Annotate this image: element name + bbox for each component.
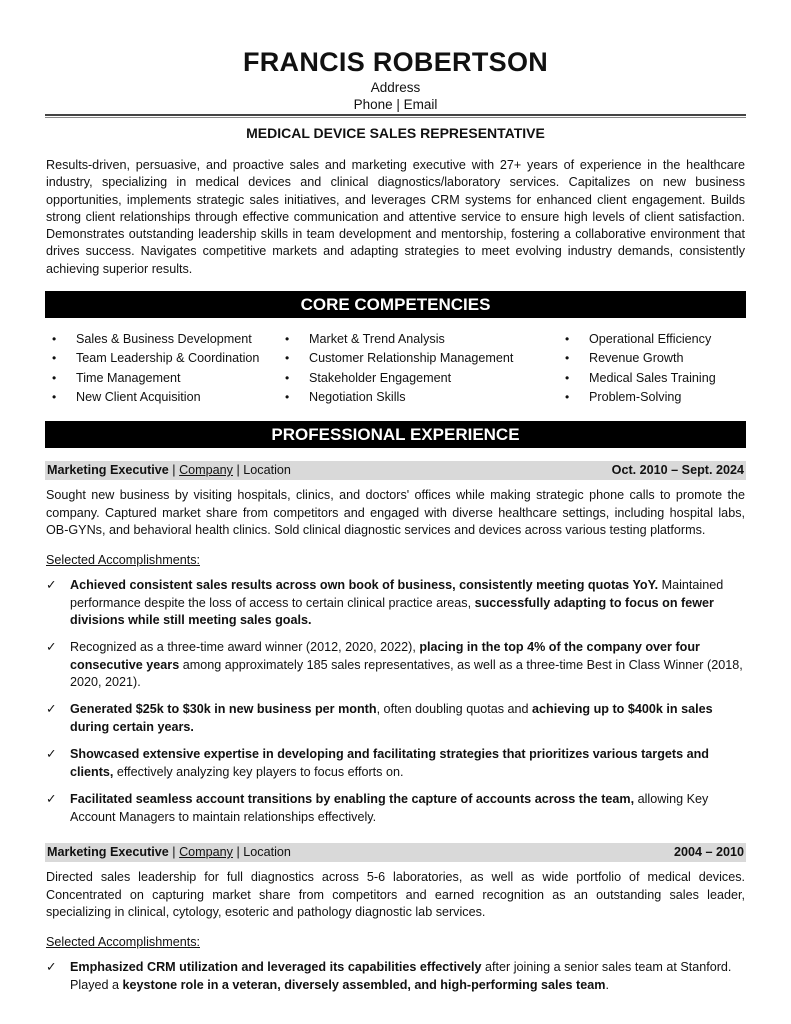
company-name: Company (179, 463, 233, 477)
competency-label: New Client Acquisition (76, 390, 201, 405)
competency-item (565, 349, 745, 368)
accomplishment-item (46, 577, 746, 630)
header-divider (45, 114, 746, 116)
bullet-icon: • (285, 332, 290, 346)
checkmark-icon: ✓ (46, 747, 57, 761)
accomplishment-item (46, 746, 746, 781)
experience-heading: PROFESSIONAL EXPERIENCE (45, 421, 746, 448)
separator: | (232, 845, 244, 859)
job-location: Location (243, 845, 291, 859)
text-run: . (605, 977, 609, 992)
accomplishment-text (70, 791, 746, 826)
text-run: Maintained performance despite the loss of access to certain clinical practice areas, (70, 578, 724, 610)
accomplishment-text (70, 639, 746, 692)
competency-label: Medical Sales Training (589, 370, 716, 385)
candidate-name: FRANCIS ROBERTSON (242, 47, 549, 77)
competency-label: Revenue Growth (589, 351, 684, 366)
job-title-line (47, 461, 291, 480)
accomplishment-text (70, 959, 746, 994)
competency-label: Market & Trend Analysis (309, 332, 445, 346)
bullet-icon: • (52, 370, 57, 385)
competency-label: Sales & Business Development (76, 332, 252, 346)
address-line: Address (370, 80, 421, 95)
bullet-icon: • (565, 351, 570, 366)
competencies-column-3 (565, 330, 745, 408)
accomplishment-text (70, 746, 746, 781)
accomplishment-text (70, 701, 746, 736)
text-run: among approximately 185 sales representatives, as well as a three-time Best in Class Winner (2018, 2020, 2021). (70, 657, 743, 690)
checkmark-icon: ✓ (46, 578, 57, 592)
bold-run: placing in the top 4% of the company over four consecutive years (70, 640, 700, 672)
bold-run: Facilitated seamless account transitions by enabling the capture of accounts across the team, (70, 792, 635, 806)
competency-item (52, 349, 282, 368)
competency-item (285, 349, 560, 368)
competency-item (565, 330, 745, 349)
job-title-line (47, 843, 291, 862)
bold-run: keystone role in a veteran, diversely assembled, and high-performing sales team (122, 977, 606, 992)
bold-run: Achieved consistent sales results across own book of business, consistently meeting quotas YoY. (70, 578, 659, 592)
separator: | (168, 463, 180, 477)
bullet-icon: • (565, 370, 570, 385)
competencies-column-1 (52, 330, 282, 408)
job-dates: 2004 – 2010 (673, 845, 744, 859)
bullet-icon: • (285, 351, 290, 366)
competency-item (565, 369, 745, 388)
bold-run: Emphasized CRM utilization and leveraged its capabilities effectively (70, 960, 482, 974)
accomplishments-label: Selected Accomplishments: (46, 553, 200, 567)
competency-label: Time Management (76, 370, 181, 385)
bullet-icon: • (565, 390, 570, 405)
text-run: Recognized as a three-time award winner (2012, 2020, 2022), (70, 640, 420, 654)
competency-item (565, 388, 745, 407)
job-description: Directed sales leadership for full diagnostics across 5-6 laboratories, as well as wide portfolio of medical devices. Concentrated on capturing market share from competitors and earned recognition as an outstanding sales leader, specializing in clinical, cytology, esoteric and pathology diagnostic lab services. (46, 870, 745, 920)
professional-summary: Results-driven, persuasive, and proactive sales and marketing executive with 27+ years of experience in the healthcare industry, specializing in medical devices and clinical diagnostics/laboratory services. Capitalizes on new business opportunities, implements strategic sales initiatives, and leverages CRM systems for enhanced client engagement. Builds strong client relationships through effective communication and attentive service to ensure high levels of client satisfaction. Demonstrates outstanding leadership skills in team development and mentorship, fostering a collaborative environment that drives success. Navigates competitive markets and adapting strategies to meet evolving industry demands, consistently achieving superior results. (46, 158, 745, 276)
job-title: Marketing Executive (47, 845, 169, 859)
accomplishment-text (70, 577, 746, 630)
separator: | (168, 845, 180, 859)
checkmark-icon: ✓ (46, 960, 57, 974)
competency-item (285, 388, 560, 407)
separator: | (232, 463, 244, 477)
text-run: after joining a senior sales team at Stanford. Played a (70, 960, 732, 992)
bold-run: Generated $25k to $30k in new business per month (70, 702, 377, 716)
job-dates: Oct. 2010 – Sept. 2024 (611, 463, 744, 477)
competency-label: Negotiation Skills (309, 390, 406, 405)
bold-run: achieving up to $400k in sales during certain years. (70, 702, 713, 734)
competency-item (52, 369, 282, 388)
job-location: Location (243, 463, 291, 477)
checkmark-icon: ✓ (46, 640, 57, 654)
competencies-heading: CORE COMPETENCIES (45, 291, 746, 318)
checkmark-icon: ✓ (46, 702, 57, 716)
bullet-icon: • (52, 332, 57, 346)
competency-label: Problem-Solving (589, 390, 682, 405)
job-header (45, 461, 746, 480)
checkmark-icon: ✓ (46, 792, 57, 806)
competencies-column-2 (285, 330, 560, 408)
bold-run: successfully adapting to focus on fewer divisions while still meeting sales goals. (70, 595, 714, 628)
company-name: Company (179, 845, 233, 859)
competency-label: Operational Efficiency (589, 332, 712, 346)
phone-email-line: Phone | Email (353, 97, 438, 112)
competency-item (52, 388, 282, 407)
role-title: MEDICAL DEVICE SALES REPRESENTATIVE (246, 125, 545, 141)
competency-label: Stakeholder Engagement (309, 370, 452, 385)
bullet-icon: • (52, 351, 57, 366)
competency-item (285, 369, 560, 388)
text-run: effectively analyzing key players to focus efforts on. (113, 764, 404, 779)
competency-label: Customer Relationship Management (309, 351, 514, 366)
accomplishments-label: Selected Accomplishments: (46, 935, 200, 949)
job-title: Marketing Executive (47, 463, 169, 477)
accomplishment-item (46, 959, 746, 994)
header-divider-thin (45, 117, 746, 118)
competency-label: Team Leadership & Coordination (76, 351, 260, 366)
competency-item (285, 330, 560, 349)
accomplishment-item (46, 791, 746, 826)
bold-run: Showcased extensive expertise in developing and facilitating strategies that prioritizes various targets and clients, (70, 747, 709, 779)
job-header (45, 843, 746, 862)
accomplishment-item (46, 639, 746, 692)
bullet-icon: • (565, 332, 570, 346)
bullet-icon: • (285, 370, 290, 385)
competency-item (52, 330, 282, 349)
text-run: allowing Key Account Managers to maintain relationships effectively. (70, 792, 709, 824)
accomplishment-item (46, 701, 746, 736)
text-run: , often doubling quotas and (376, 702, 533, 716)
job-description: Sought new business by visiting hospitals, clinics, and doctors' offices while making strategic phone calls to promote the company. Captured market share from competitors and engaged with diverse healthcare settings, including hospital labs, OB-GYNs, and behavioral health clinics. Sold clinical diagnostic services and devices across various testing platforms. (46, 488, 745, 538)
bullet-icon: • (52, 390, 57, 405)
bullet-icon: • (285, 390, 290, 405)
